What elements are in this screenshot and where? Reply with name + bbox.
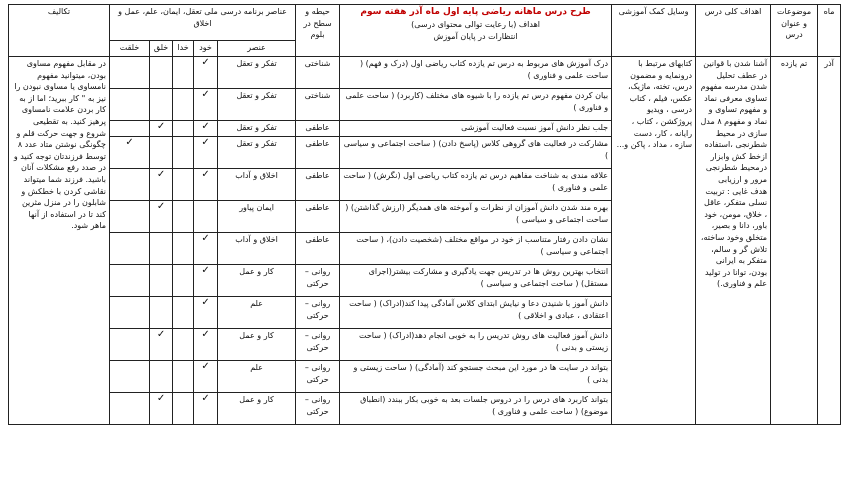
goal-text: بهره مند شدن دانش آموزان از نظرات و آموخته های همدیگر (ارزش گذاشتن) ( ساحت اجتماعی و سیاسی ) — [340, 201, 612, 233]
plan-subtitle-expectations: انتظارات در پایان آموزش — [433, 31, 518, 41]
header-topic: موضوعات و عنوان درس — [771, 5, 818, 57]
check-cell-creation — [150, 233, 173, 265]
check-cell-god — [173, 57, 194, 89]
check-cell-creation — [150, 297, 173, 329]
goal-text: بتواند کاربرد های درس را در دروس جلسات بعد به خوبی بکار ببندد (انطباق موضوع) ( ساحت علمی و فناوری ) — [340, 393, 612, 425]
bloom-domain: عاطفی — [296, 121, 340, 137]
check-cell-god — [173, 361, 194, 393]
header-plan — [340, 5, 612, 57]
check-cell-god — [173, 169, 194, 201]
header-nature: خلقت — [110, 41, 150, 57]
check-cell-god — [173, 89, 194, 121]
checkmark-icon: ✓ — [156, 329, 166, 340]
checkmark-icon: ✓ — [156, 201, 166, 212]
goal-text: بیان کردن مفهوم درس تم یازده را با شیوه های مختلف (کاربرد) ( ساحت علمی و فناوری ) — [340, 89, 612, 121]
checkmark-icon: ✓ — [201, 233, 210, 244]
checkmark-icon: ✓ — [201, 361, 210, 372]
check-cell-self — [194, 393, 218, 425]
check-cell-self — [194, 89, 218, 121]
checkmark-icon: ✓ — [125, 137, 134, 148]
general-goals-cell: آشنا شدن با قوانین در عطف تحلیل شدن مدرسه مفهوم تساوی معرفی نماد و مفهوم تساوی و نماد و مفهوم ۸ مدل سازی در محیط شطرنجی ،استفاده ازخط کش وابزار درمحیط شطرنجی مرور و ارزیابی هدف غایی : تربیت نسلی متفکر، عاقل ، خلاق، مومن، خود باور، دانا و بصیر، متخلق وخود ساخته، تلاش گر و سالم، متفکر به ایرانی بودن، توانا در تولید علم و فناوری.) — [696, 57, 771, 425]
checkmark-icon: ✓ — [201, 137, 210, 148]
checkmark-icon: ✓ — [201, 89, 210, 100]
header-element: عنصر — [218, 41, 296, 57]
goal-text: درک آموزش های مربوط به درس تم یازده کتاب ریاضی اول (درک و فهم) ( ساحت علمی و فناوری ) — [340, 57, 612, 89]
check-cell-self — [194, 233, 218, 265]
goal-text: علاقه مندی به شناخت مفاهیم درس تم یازده کتاب ریاضی اول (نگرش) ( ساحت علمی و فناوری ) — [340, 169, 612, 201]
checkmark-icon: ✓ — [201, 393, 210, 404]
check-cell-self — [194, 201, 218, 233]
curriculum-element: کار و عمل — [218, 265, 296, 297]
check-cell-creation — [150, 169, 173, 201]
check-cell-creation — [150, 329, 173, 361]
table-row — [9, 57, 841, 89]
check-cell-nature — [110, 329, 150, 361]
goal-text: جلب نظر دانش آموز نسبت فعالیت آموزشی — [340, 121, 612, 137]
check-cell-creation — [150, 265, 173, 297]
check-cell-nature — [110, 297, 150, 329]
bloom-domain: روانی – حرکتی — [296, 329, 340, 361]
bloom-domain: عاطفی — [296, 137, 340, 169]
check-cell-nature — [110, 137, 150, 169]
check-cell-self — [194, 121, 218, 137]
header-creation: خلق — [150, 41, 173, 57]
goal-text: دانش آموز فعالیت های روش تدریس را به خوبی انجام دهد(ادراک) ( ساحت زیستی و بدنی ) — [340, 329, 612, 361]
goal-text: انتخاب بهترین روش ها در تدریس جهت یادگیری و مشارکت بیشتر(اجرای مستقل) ( ساحت اجتماعی و سیاسی ) — [340, 265, 612, 297]
curriculum-element: کار و عمل — [218, 393, 296, 425]
goal-text: مشارکت در فعالیت های گروهی کلاس (پاسخ دادن) ( ساحت اجتماعی و سیاسی ) — [340, 137, 612, 169]
goal-text: دانش آموز با شنیدن دعا و نیایش ابتدای کلاس آمادگی پیدا کند(ادراک) ( ساحت اعتقادی ، عبادی و اخلاقی ) — [340, 297, 612, 329]
check-cell-god — [173, 201, 194, 233]
check-cell-creation — [150, 361, 173, 393]
check-cell-creation — [150, 137, 173, 169]
homework-cell: در مقابل مفهوم مساوی بودن، میتوانید مفهوم نامساوی یا مساوی نبودن را نیز به " کار ببرید؛ اما از به کار بردن علامت نامساوی پرهیز کنید. به تقطیعی شروع و جهت حرکت قلم و چگونگی نوشتن متاد عدد ۸ توسط فرزندتان توجه کنید و در صدد رفع مشکلات آنان باشید. فرزند شما میتواند نقاشی کردن با خطکش و شابلون را در منزل مثرین کند تا در استفاده از آنها ماهر شود. — [9, 57, 110, 425]
bloom-domain: عاطفی — [296, 201, 340, 233]
curriculum-element: ایمان پیاور — [218, 201, 296, 233]
check-cell-self — [194, 169, 218, 201]
checkmark-icon: ✓ — [201, 121, 210, 132]
check-cell-nature — [110, 265, 150, 297]
check-cell-nature — [110, 393, 150, 425]
check-cell-god — [173, 121, 194, 137]
bloom-domain: روانی – حرکتی — [296, 393, 340, 425]
topic-cell: تم یازده — [771, 57, 818, 425]
check-cell-god — [173, 329, 194, 361]
curriculum-element: تفکر و تعقل — [218, 121, 296, 137]
check-cell-nature — [110, 169, 150, 201]
lesson-plan-table — [8, 4, 841, 425]
month-cell: آذر — [818, 57, 841, 425]
check-cell-self — [194, 297, 218, 329]
bloom-domain: روانی – حرکتی — [296, 297, 340, 329]
curriculum-element: اخلاق و آداب — [218, 233, 296, 265]
check-cell-god — [173, 265, 194, 297]
plan-title: طرح درس ماهانه ریاضی پایه اول ماه آذر هفته سوم — [360, 7, 591, 17]
check-cell-god — [173, 393, 194, 425]
bloom-domain: روانی – حرکتی — [296, 361, 340, 393]
checkmark-icon: ✓ — [201, 297, 210, 308]
header-bloom-domain: حیطه و سطح در بلوم — [296, 5, 340, 57]
curriculum-element: علم — [218, 297, 296, 329]
check-cell-nature — [110, 89, 150, 121]
check-cell-nature — [110, 361, 150, 393]
check-cell-god — [173, 233, 194, 265]
bloom-domain: عاطفی — [296, 169, 340, 201]
header-homework: تکالیف — [9, 5, 110, 57]
curriculum-element: کار و عمل — [218, 329, 296, 361]
check-cell-god — [173, 297, 194, 329]
check-cell-self — [194, 265, 218, 297]
header-god: خدا — [173, 41, 194, 57]
checkmark-icon: ✓ — [201, 265, 210, 276]
goal-text: نشان دادن رفتار متناسب از خود در مواقع مختلف (شخصیت دادن)، ( ساحت اجتماعی و سیاسی ) — [340, 233, 612, 265]
check-cell-nature — [110, 233, 150, 265]
plan-subtitle-goals: اهداف (با رعایت توالی محتوای درسی) — [411, 20, 541, 30]
check-cell-self — [194, 329, 218, 361]
header-self: خود — [194, 41, 218, 57]
checkmark-icon: ✓ — [201, 57, 210, 68]
check-cell-god — [173, 137, 194, 169]
check-cell-creation — [150, 57, 173, 89]
header-general-goals: اهداف کلی درس — [696, 5, 771, 57]
check-cell-self — [194, 361, 218, 393]
checkmark-icon: ✓ — [201, 329, 210, 340]
curriculum-element: تفکر و تعقل — [218, 137, 296, 169]
checkmark-icon: ✓ — [156, 169, 166, 180]
check-cell-creation — [150, 89, 173, 121]
check-cell-self — [194, 137, 218, 169]
bloom-domain: روانی – حرکتی — [296, 265, 340, 297]
header-month: ماه — [818, 5, 841, 57]
curriculum-element: علم — [218, 361, 296, 393]
teaching-aids-cell: کتابهای مرتبط با درونمایه و مضمون درس، تخته، ماژیک، عکس، فیلم ، کتاب درسی ، ویدیو پروژکشن ، کتاب ، رایانه ، کار، دست سازه ، مداد ، پاکن و... — [612, 57, 696, 425]
check-cell-nature — [110, 57, 150, 89]
curriculum-element: تفکر و تعقل — [218, 57, 296, 89]
header-national-curriculum-elements: عناصر برنامه درسی ملی تعقل، ایمان، علم، عمل و اخلاق — [110, 5, 296, 41]
check-cell-creation — [150, 121, 173, 137]
header-teaching-aids: وسایل کمک آموزشی — [612, 5, 696, 57]
bloom-domain: عاطفی — [296, 233, 340, 265]
goal-text: بتواند در سایت ها در مورد این مبحث جستجو کند (آمادگی) ( ساحت زیستی و بدنی ) — [340, 361, 612, 393]
check-cell-creation — [150, 393, 173, 425]
check-cell-self — [194, 57, 218, 89]
checkmark-icon: ✓ — [201, 169, 210, 180]
checkmark-icon: ✓ — [156, 393, 166, 404]
curriculum-element: اخلاق و آداب — [218, 169, 296, 201]
checkmark-icon: ✓ — [156, 121, 166, 132]
bloom-domain: شناختی — [296, 89, 340, 121]
bloom-domain: شناختی — [296, 57, 340, 89]
curriculum-element: تفکر و تعقل — [218, 89, 296, 121]
check-cell-nature — [110, 201, 150, 233]
check-cell-creation — [150, 201, 173, 233]
check-cell-nature — [110, 121, 150, 137]
